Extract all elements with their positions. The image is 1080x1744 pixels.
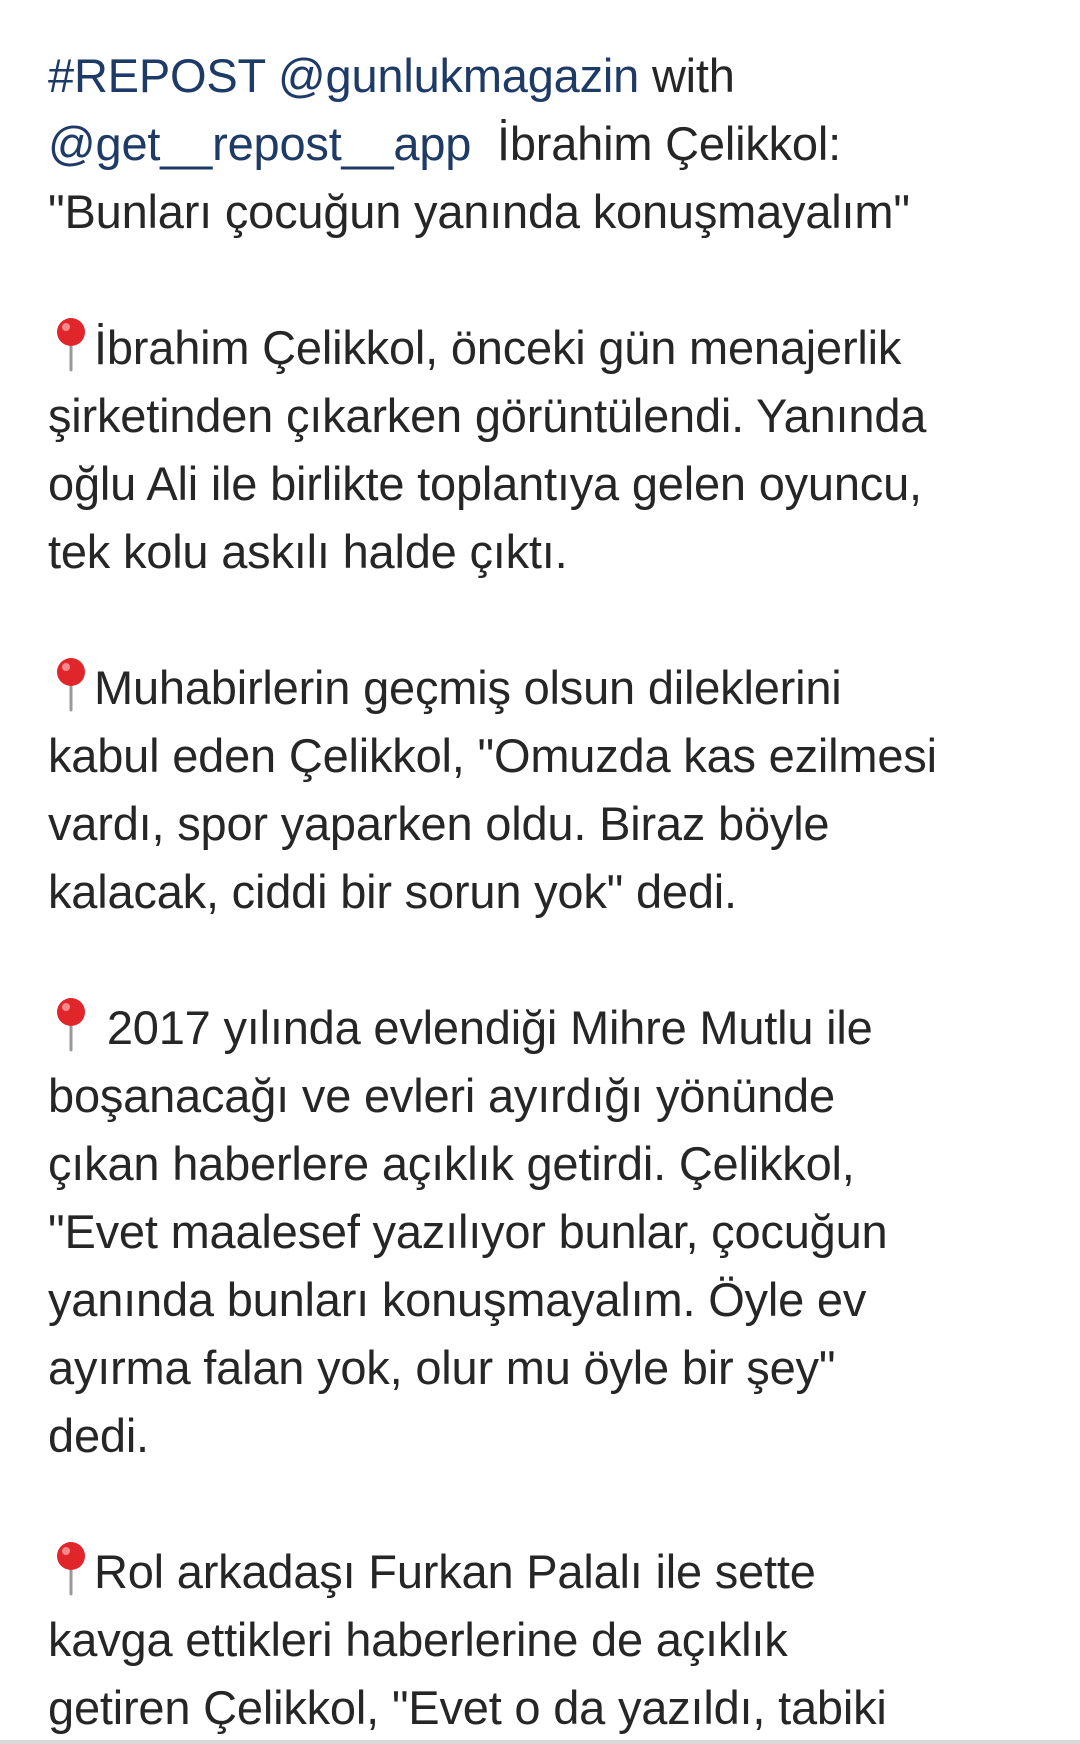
caption-paragraph-4 [48, 1538, 1048, 1742]
paragraph-line: vardı, spor yaparken oldu. Biraz böyle [48, 797, 830, 850]
paragraph-gap [48, 246, 1048, 314]
paragraph-line: kalacak, ciddi bir sorun yok" dedi. [48, 865, 737, 918]
round-pushpin-icon [48, 1540, 94, 1596]
source-handle-link[interactable]: @gunlukmagazin [278, 49, 640, 102]
app-handle-link[interactable]: @get__repost__app [48, 117, 472, 170]
paragraph-line: şirketinden çıkarken görüntülendi. Yanında [48, 389, 927, 442]
paragraph-gap [48, 586, 1048, 654]
headline-quote: "Bunları çocuğun yanında konuşmayalım" [48, 185, 910, 238]
caption-paragraph-1 [48, 314, 1048, 586]
repost-hashtag-link[interactable]: #REPOST [48, 49, 266, 102]
caption-header-line1 [48, 42, 1048, 110]
paragraph-line: çıkan haberlere açıklık getirdi. Çelikkol, [48, 1137, 855, 1190]
round-pushpin-icon [48, 656, 94, 712]
round-pushpin-icon [48, 996, 94, 1052]
caption-header-line2 [48, 110, 1048, 178]
paragraph-line: boşanacağı ve evleri ayırdığı yönünde [48, 1069, 835, 1122]
paragraph-line: Muhabirlerin geçmiş olsun dileklerini [48, 654, 1048, 722]
caption-paragraph-3 [48, 994, 1048, 1470]
paragraph-line: tek kolu askılı halde çıktı. [48, 525, 568, 578]
paragraph-line: 2017 yılında evlendiği Mihre Mutlu ile [48, 994, 1048, 1062]
paragraph-line: "Evet maalesef yazılıyor bunlar, çocuğun [48, 1205, 888, 1258]
paragraph-line: oğlu Ali ile birlikte toplantıya gelen oyuncu, [48, 457, 922, 510]
caption-paragraph-2 [48, 654, 1048, 926]
round-pushpin-icon [48, 316, 94, 372]
with-text: with [651, 49, 735, 102]
paragraph-line: dedi. [48, 1409, 149, 1462]
paragraph-line: yanında bunları konuşmayalım. Öyle ev [48, 1273, 867, 1326]
caption-header-line3 [48, 178, 1048, 246]
post-caption [48, 42, 1048, 1742]
paragraph-line: ayırma falan yok, olur mu öyle bir şey" [48, 1341, 836, 1394]
paragraph-line: Rol arkadaşı Furkan Palalı ile sette [48, 1538, 1048, 1606]
paragraph-line: kavga ettikleri haberlerine de açıklık [48, 1613, 788, 1666]
paragraph-line: İbrahim Çelikkol, önceki gün menajerlik [48, 314, 1048, 382]
paragraph-line: getiren Çelikkol, "Evet o da yazıldı, tabiki [48, 1681, 887, 1734]
paragraph-line: kabul eden Çelikkol, "Omuzda kas ezilmesi [48, 729, 937, 782]
headline-title: İbrahim Çelikkol: [496, 117, 841, 170]
paragraph-gap [48, 926, 1048, 994]
bottom-divider [0, 1740, 1080, 1744]
paragraph-gap [48, 1470, 1048, 1538]
